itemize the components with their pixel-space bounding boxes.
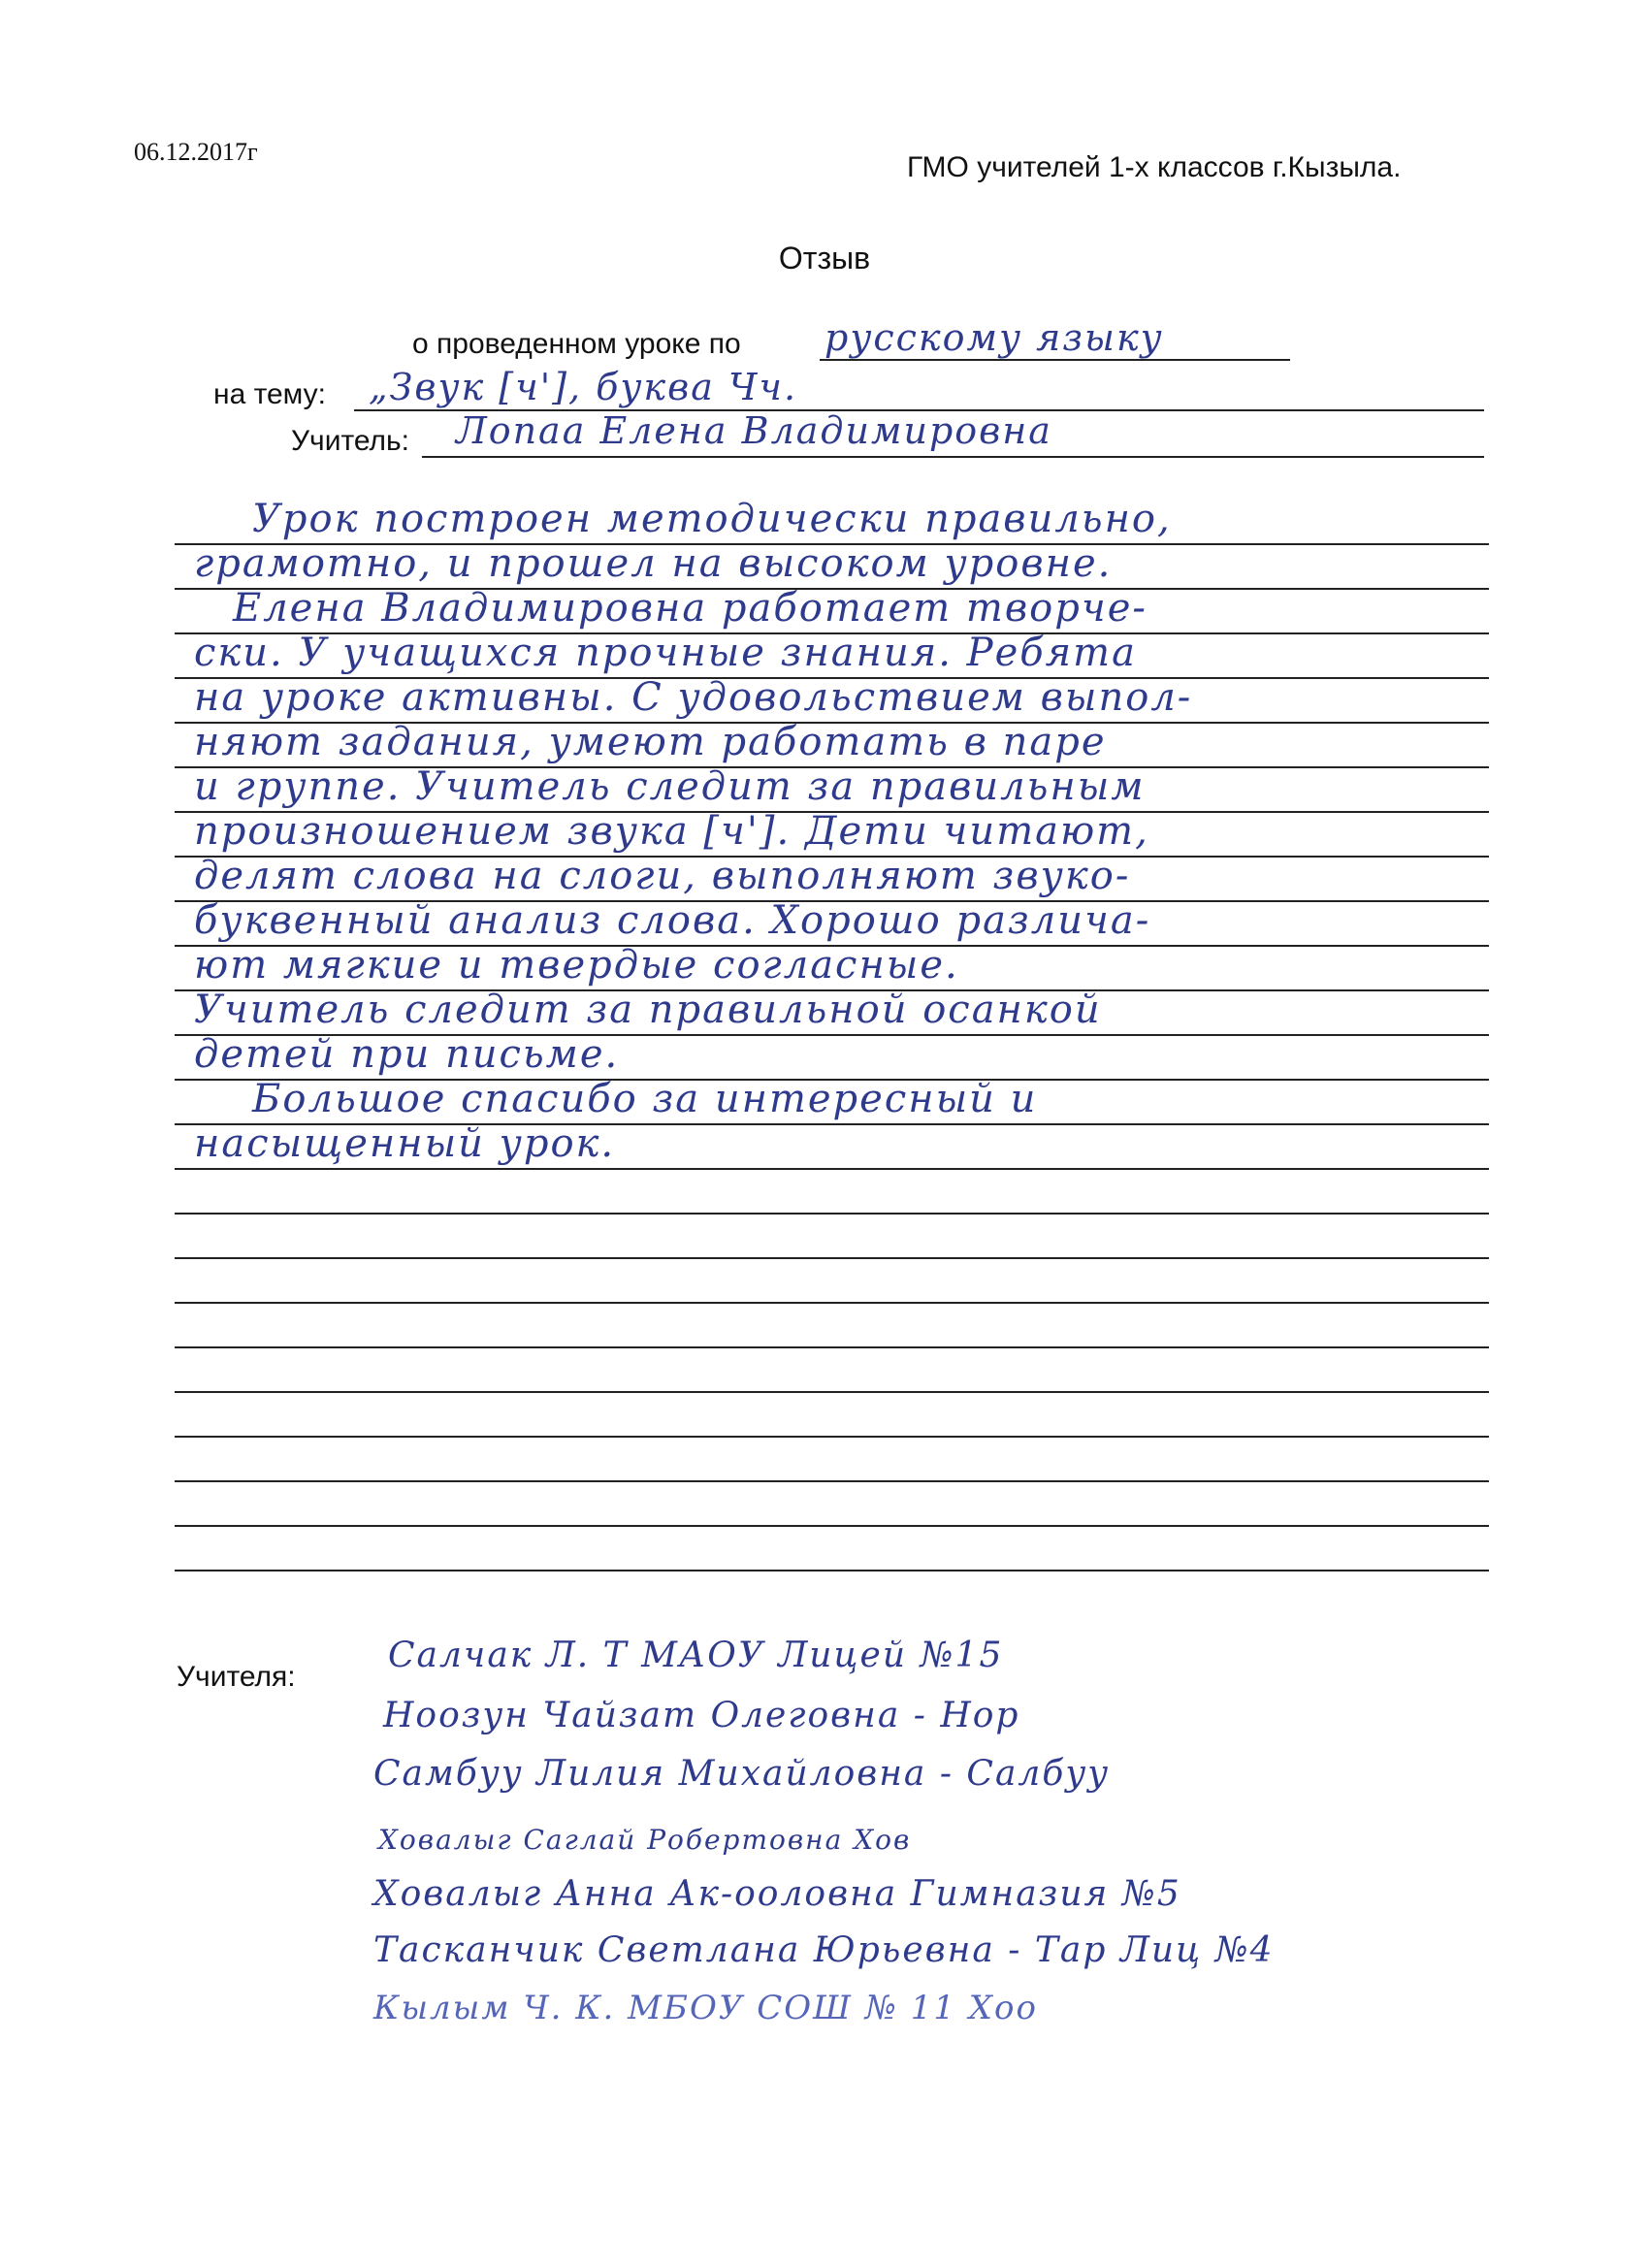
review-rule <box>175 1213 1489 1215</box>
review-line: произношением звука [ч']. Дети читают, <box>194 809 1149 854</box>
review-rule <box>175 1480 1489 1482</box>
signature-entry: Салчак Л. Т МАОУ Лицей №15 <box>388 1636 1004 1675</box>
review-rule <box>175 1168 1489 1170</box>
review-line: и группе. Учитель следит за правильным <box>194 764 1146 809</box>
organization-header: ГМО учителей 1-х классов г.Кызыла. <box>907 151 1402 183</box>
signature-entry: Самбуу Лилия Михайловна - Салбуу <box>373 1754 1111 1794</box>
topic-value: „Звук [ч'], буква Чч. <box>369 366 798 408</box>
review-line: делят слова на слоги, выполняют звуко- <box>194 854 1131 898</box>
review-line: на уроке активны. С удовольствием выпол- <box>194 675 1193 720</box>
signatures-label: Учителя: <box>177 1661 296 1693</box>
teacher-value: Лопаа Елена Владимировна <box>456 409 1052 452</box>
teacher-rule <box>422 456 1484 458</box>
review-line: ют мягкие и твердые согласные. <box>194 943 959 988</box>
topic-label: на тему: <box>213 378 326 410</box>
signature-entry: Ховалыг Анна Ак-ооловна Гимназия №5 <box>373 1874 1181 1914</box>
review-line: грамотно, и прошел на высоком уровне. <box>194 541 1113 586</box>
review-line: Урок построен методически правильно, <box>252 497 1172 541</box>
review-line: Елена Владимировна работает творче- <box>233 586 1148 631</box>
document-date: 06.12.2017г <box>134 138 258 166</box>
review-rule <box>175 1302 1489 1304</box>
review-rule <box>175 1525 1489 1527</box>
review-line: детей при письме. <box>194 1032 620 1077</box>
subject-rule <box>820 359 1290 361</box>
review-line: Учитель следит за правильной осанкой <box>194 988 1102 1032</box>
review-rule <box>175 1570 1489 1571</box>
review-rule <box>175 1391 1489 1393</box>
signature-entry: Тасканчик Светлана Юрьевна - Тар Лиц №4 <box>373 1930 1275 1970</box>
review-line: Большое спасибо за интересный и <box>252 1077 1038 1121</box>
subject-label: о проведенном уроке по <box>412 328 741 360</box>
review-line: буквенный анализ слова. Хорошо различа- <box>194 898 1151 943</box>
signature-entry: Ховалыг Саглай Робертовна Хов <box>378 1824 912 1856</box>
review-rule <box>175 1436 1489 1438</box>
signature-entry: Кылым Ч. К. МБОУ СОШ № 11 Хоо <box>373 1989 1038 2027</box>
signature-entry: Ноозун Чайзат Олеговна - Нор <box>383 1696 1020 1735</box>
review-line: няют задания, умеют работать в паре <box>194 720 1107 764</box>
review-line: насыщенный урок. <box>194 1121 616 1166</box>
review-rule <box>175 1257 1489 1259</box>
subject-value: русскому языку <box>824 316 1164 359</box>
document-title: Отзыв <box>778 241 871 275</box>
review-rule <box>175 1346 1489 1348</box>
teacher-label: Учитель: <box>291 425 410 457</box>
review-line: ски. У учащихся прочные знания. Ребята <box>194 631 1137 675</box>
